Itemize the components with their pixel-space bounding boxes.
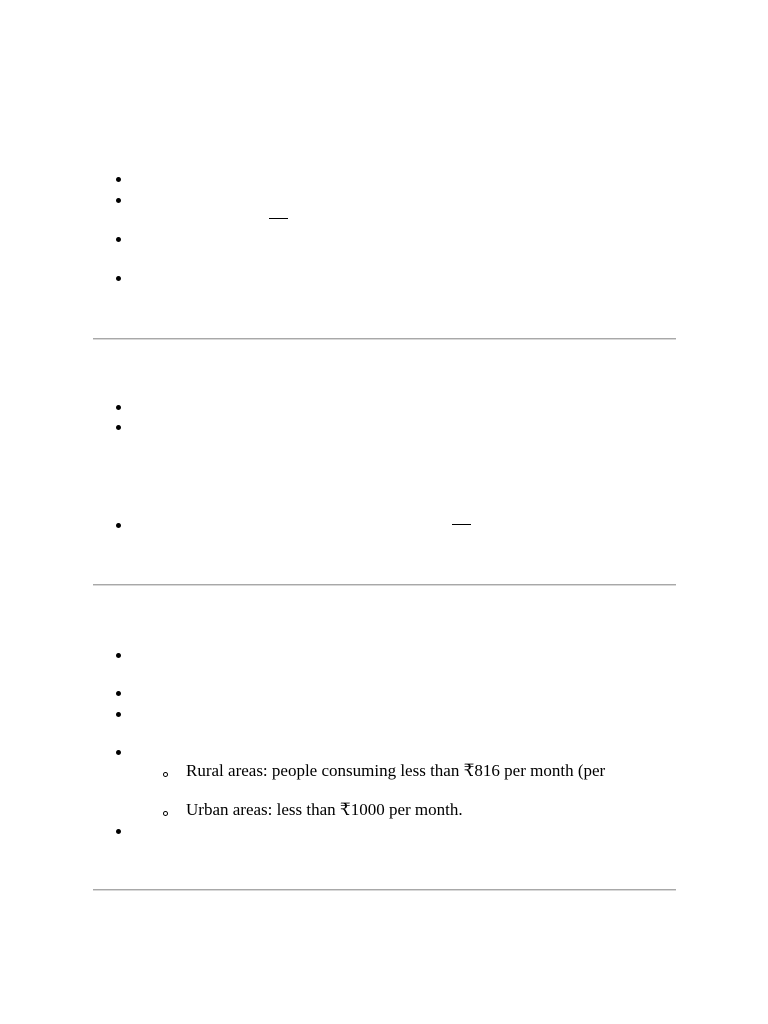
list-bullet xyxy=(116,198,121,203)
list-bullet xyxy=(116,276,121,281)
list-bullet xyxy=(116,750,121,755)
horizontal-rule xyxy=(93,889,676,891)
list-bullet xyxy=(116,177,121,182)
list-bullet xyxy=(116,405,121,410)
list-bullet xyxy=(116,523,121,528)
list-bullet xyxy=(116,712,121,717)
horizontal-rule xyxy=(93,584,676,586)
list-bullet xyxy=(116,237,121,242)
list-bullet xyxy=(116,653,121,658)
horizontal-rule xyxy=(93,338,676,340)
sub-list-item-urban: Urban areas: less than ₹1000 per month. xyxy=(186,800,463,819)
list-bullet xyxy=(116,829,121,834)
em-dash xyxy=(452,524,471,525)
em-dash xyxy=(269,218,288,219)
sub-list-item-rural: Rural areas: people consuming less than ₹816 per month (per xyxy=(186,761,606,780)
list-bullet xyxy=(116,425,121,430)
sub-list-marker xyxy=(163,811,168,816)
list-bullet xyxy=(116,691,121,696)
sub-list-marker xyxy=(163,772,168,777)
